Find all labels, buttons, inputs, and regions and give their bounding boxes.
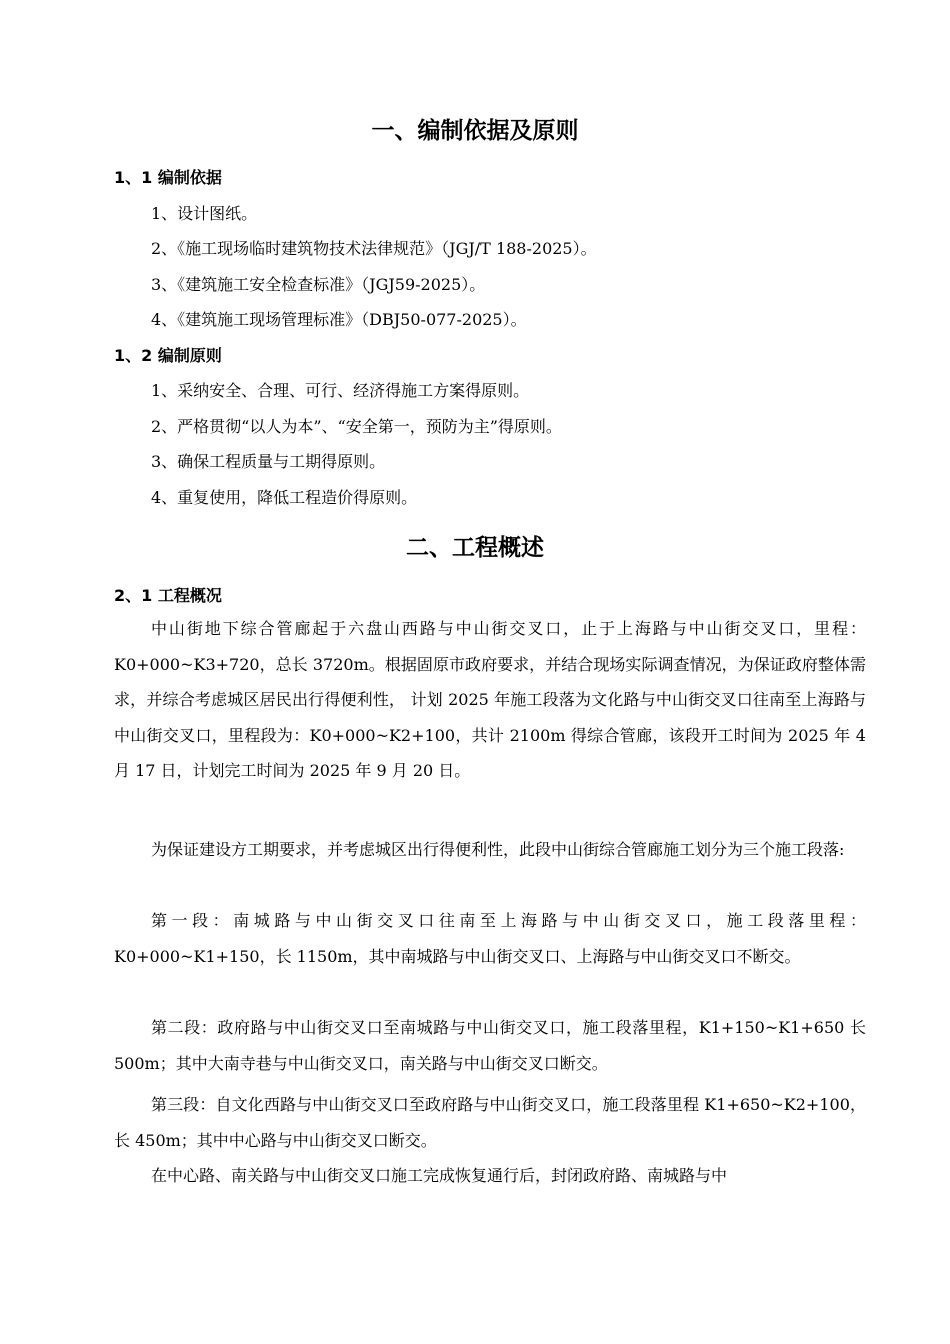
section2-sub1-heading: 2、1 工程概况 — [114, 586, 222, 605]
list-item: 2、《施工现场临时建筑物技术法律规范》（JGJ/T 188-2025）。 — [151, 239, 597, 258]
list-item: 4、重复使用，降低工程造价得原则。 — [151, 488, 418, 507]
body-paragraph: 为保证建设方工期要求，并考虑城区出行得便利性，此段中山街综合管廊施工划分为三个施工段落: — [151, 840, 845, 859]
section1-sub1-heading: 1、1 编制依据 — [114, 168, 222, 187]
list-item: 1、采纳安全、合理、可行、经济得施工方案得原则。 — [151, 381, 530, 400]
list-item: 3、确保工程质量与工期得原则。 — [151, 452, 386, 471]
section2-title: 二、工程概述 — [406, 535, 544, 561]
list-item: 1、设计图纸。 — [151, 204, 258, 223]
body-paragraph: 中山街地下综合管廊起于六盘山西路与中山街交叉口，止于上海路与中山街交叉口，里程：K0+000~K3+720，总长 3720m。根据固原市政府要求，并结合现场实际调查情况，为保证政府整体需求，并综合考虑城区居民出行得便利性， 计划 2025 年施工段落为文化路与中山街交叉口往南至上海路与中山街交叉口，里程段为：K0+000~K2+100，共计 2100m 得综合管廊，该段开工时间为 2025 年 4 月 17 日，计划完工时间为 2025 年 9 月 20 日。 — [114, 619, 866, 780]
body-paragraph: 第二段：政府路与中山街交叉口至南城路与中山街交叉口，施工段落里程，K1+150~K1+650 长 500m；其中大南寺巷与中山街交叉口，南关路与中山街交叉口断交。 — [114, 1018, 866, 1073]
body-paragraph: 第三段：自文化西路与中山街交叉口至政府路与中山街交叉口，施工段落里程 K1+650~K2+100，长 450m；其中中心路与中山街交叉口断交。 — [114, 1095, 866, 1150]
list-item: 4、《建筑施工现场管理标准》（DBJ50-077-2025）。 — [151, 310, 527, 329]
list-item: 3、《建筑施工安全检查标准》（JGJ59-2025）。 — [151, 275, 486, 294]
section1-sub2-heading: 1、2 编制原则 — [114, 346, 222, 365]
body-paragraph: 第一段：南城路与中山街交叉口往南至上海路与中山街交叉口，施工段落里程：K0+000~K1+150，长 1150m，其中南城路与中山街交叉口、上海路与中山街交叉口不断交。 — [114, 911, 866, 966]
section1-title: 一、编制依据及原则 — [371, 118, 579, 144]
list-item: 2、严格贯彻“以人为本”、“安全第一，预防为主”得原则。 — [151, 417, 562, 436]
body-paragraph: 在中心路、南关路与中山街交叉口施工完成恢复通行后，封闭政府路、南城路与中 — [151, 1166, 728, 1185]
